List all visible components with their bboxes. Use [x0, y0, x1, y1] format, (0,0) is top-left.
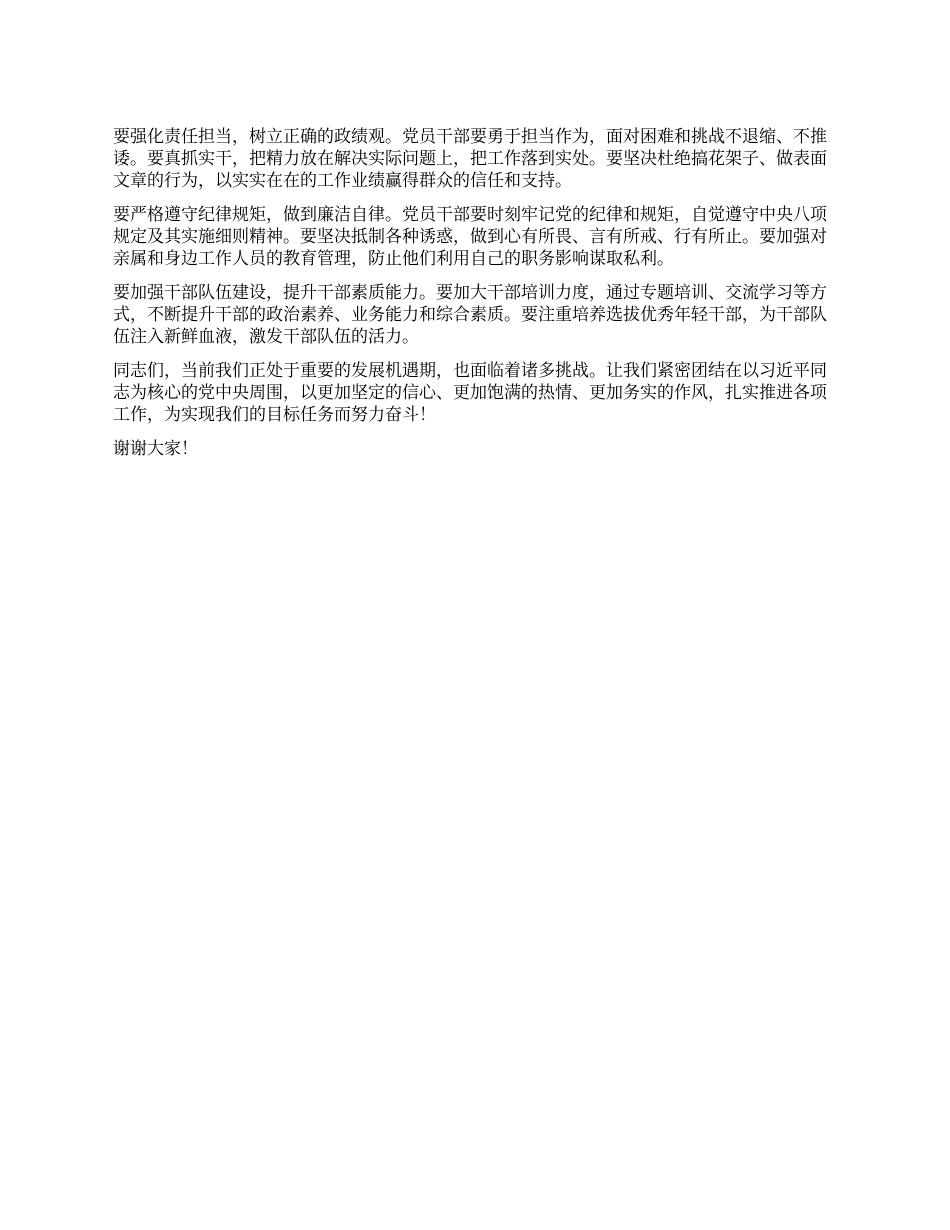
paragraph-discipline: 要严格遵守纪律规矩，做到廉洁自律。党员干部要时刻牢记党的纪律和规矩，自觉遵守中央八项规定及其实施细则精神。要坚决抵制各种诱惑，做到心有所畏、言有所戒、行有所止。要加强对亲属和身边工作人员的教育管理，防止他们利用自己的职务影响谋取私利。 — [113, 205, 827, 269]
paragraph-call-to-action: 同志们，当前我们正处于重要的发展机遇期，也面临着诸多挑战。让我们紧密团结在以习近平同志为核心的党中央周围，以更加坚定的信心、更加饱满的热情、更加务实的作风，扎实推进各项工作，为实现我们的目标任务而努力奋斗！ — [113, 361, 827, 425]
paragraph-cadre-building: 要加强干部队伍建设，提升干部素质能力。要加大干部培训力度，通过专题培训、交流学习等方式，不断提升干部的政治素养、业务能力和综合素质。要注重培养选拔优秀年轻干部，为干部队伍注入新鲜血液，激发干部队伍的活力。 — [113, 283, 827, 347]
document-body — [113, 126, 843, 472]
paragraph-thanks: 谢谢大家！ — [113, 439, 198, 459]
paragraph-responsibility: 要强化责任担当，树立正确的政绩观。党员干部要勇于担当作为，面对困难和挑战不退缩、不推诿。要真抓实干，把精力放在解决实际问题上，把工作落到实处。要坚决杜绝搞花架子、做表面文章的行为，以实实在在的工作业绩赢得群众的信任和支持。 — [113, 127, 827, 191]
